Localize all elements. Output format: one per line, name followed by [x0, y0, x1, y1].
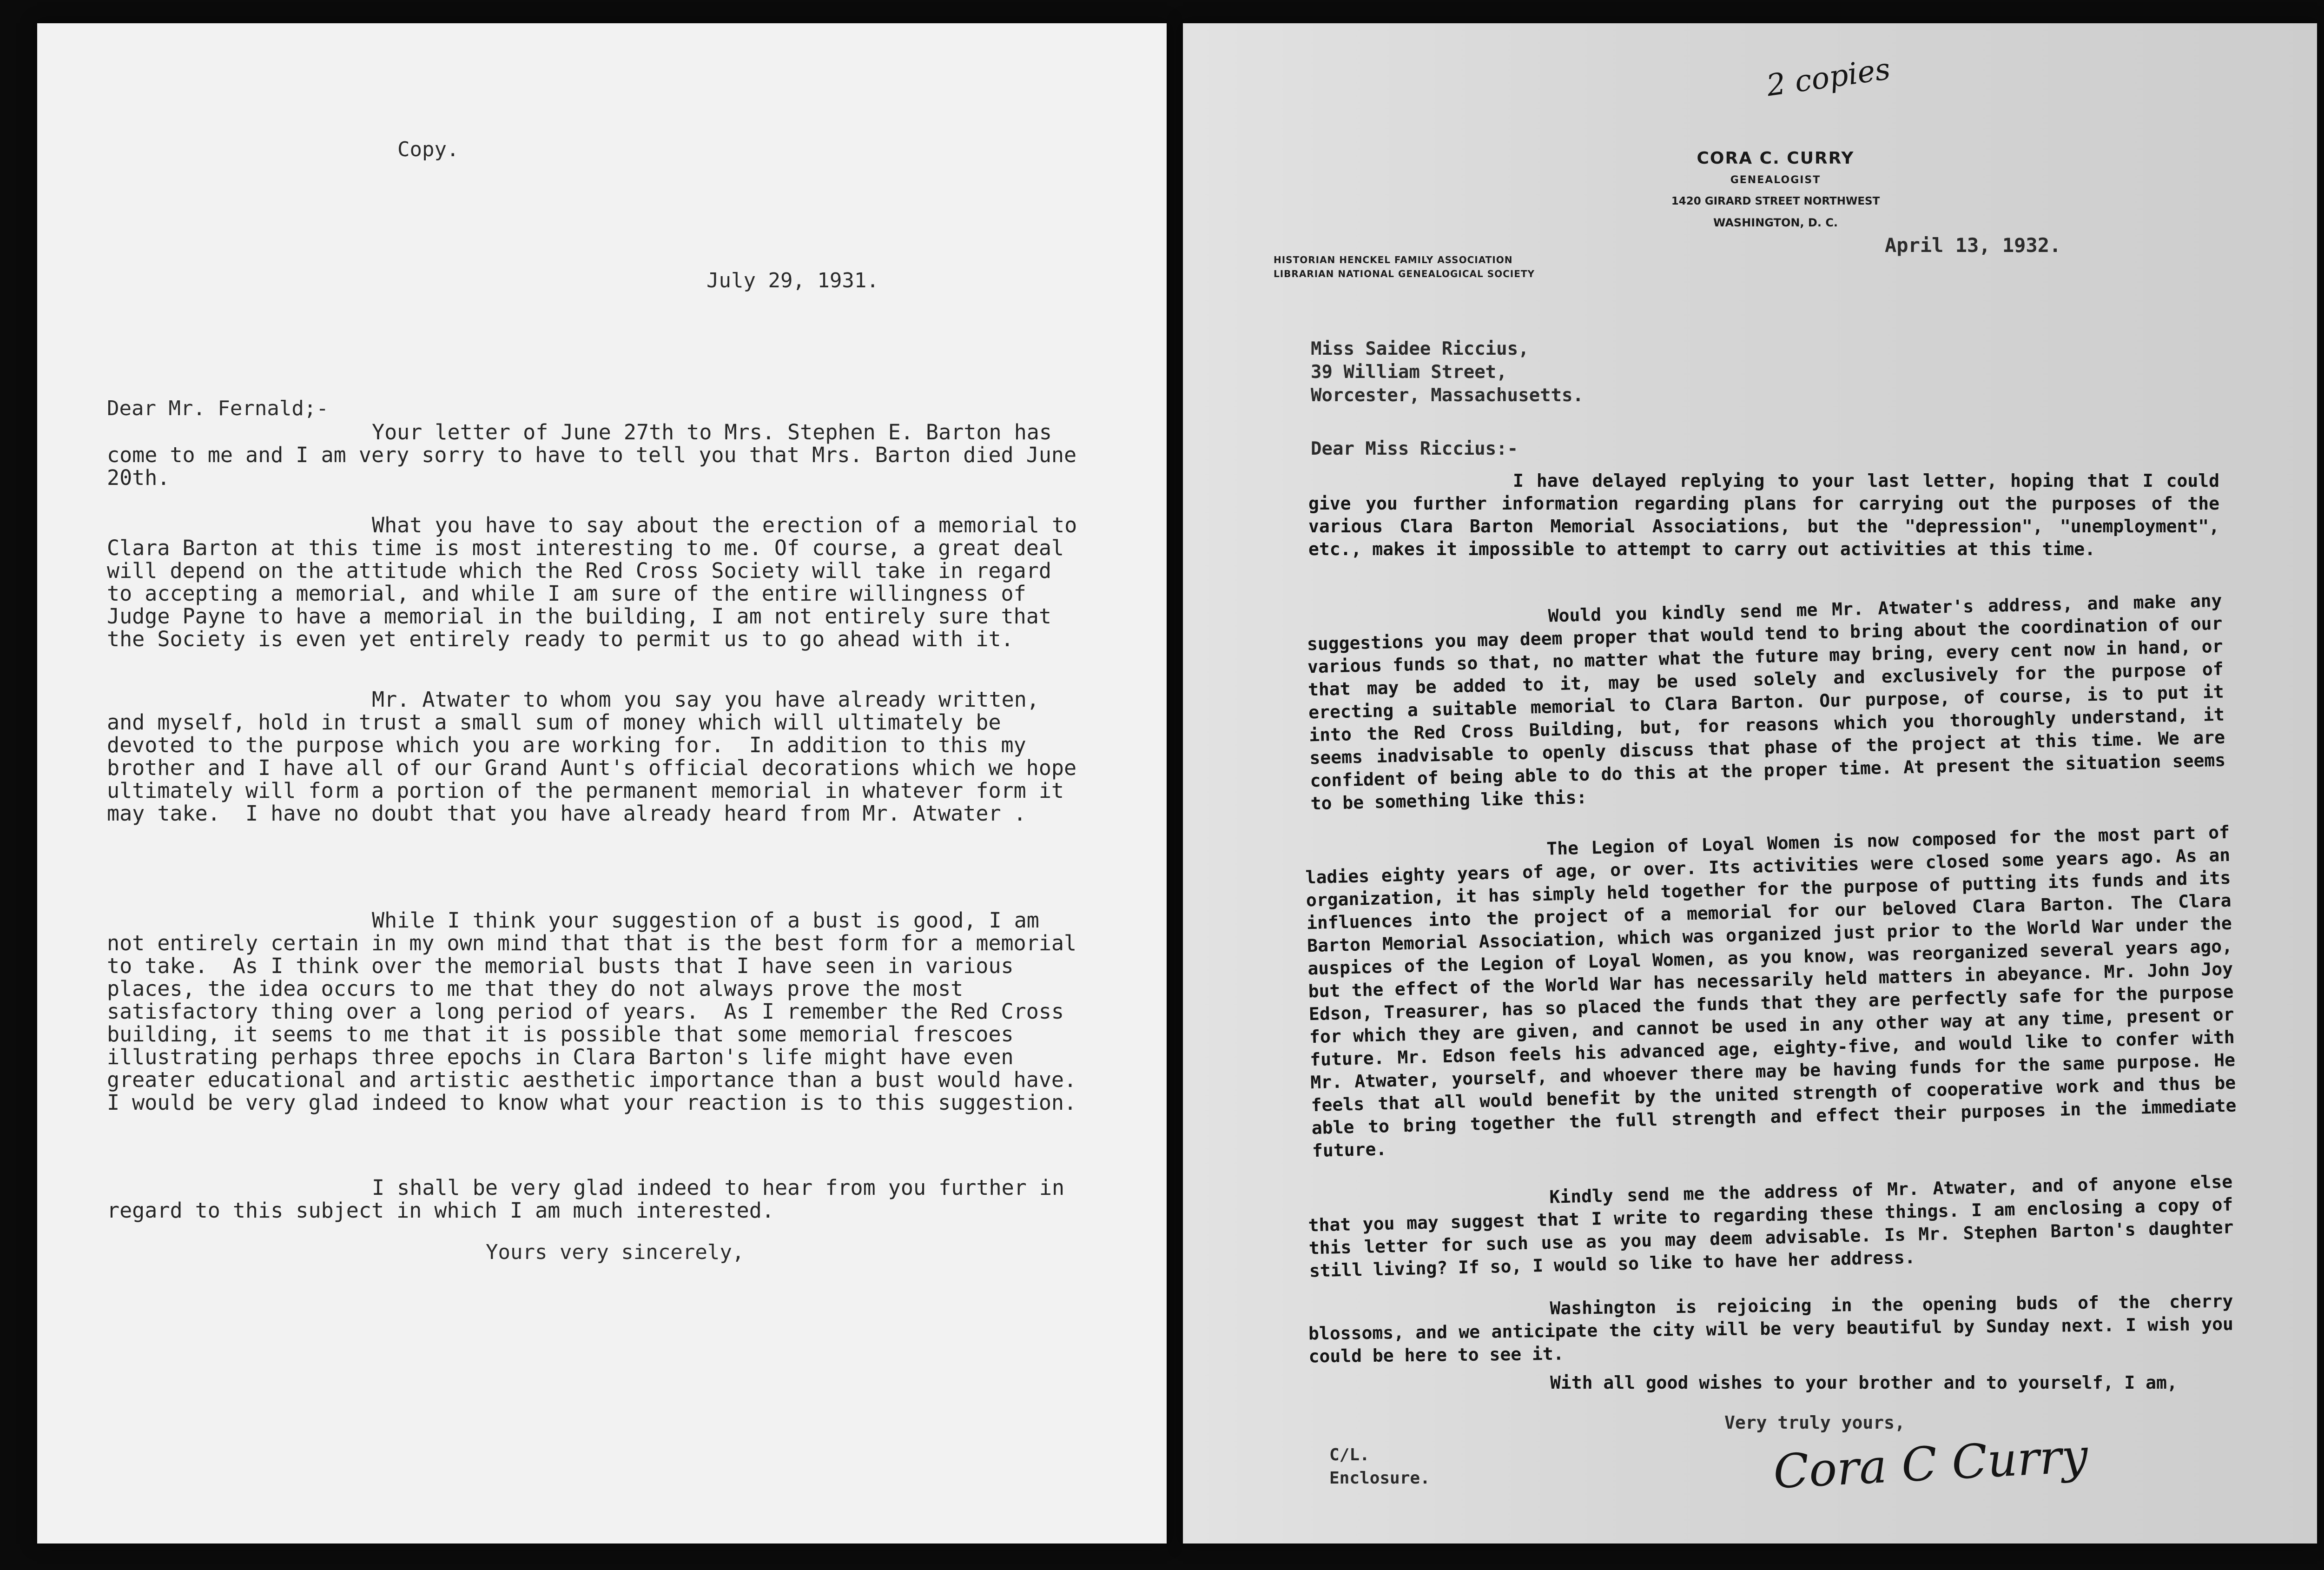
recipient-line-2: 39 William Street, — [1311, 362, 1507, 383]
enclosure-notation: Enclosure. — [1329, 1469, 1430, 1488]
left-letter-closing: Yours very sincerely, — [486, 1240, 745, 1264]
handwritten-signature: Cora C Curry — [1772, 1428, 2089, 1499]
letterhead-affiliation-1: HISTORIAN HENCKEL FAMILY ASSOCIATION — [1274, 254, 1513, 265]
right-paragraph-5: Washington is rejoicing in the opening buds of the cherry blossoms, and we anticipate the city will be very beautiful by Sunday next. I wish you could be here to see it. — [1308, 1291, 2234, 1367]
carbon-copy-notation: C/L. — [1329, 1445, 1370, 1464]
copy-label: Copy. — [397, 138, 459, 161]
letterhead-address: 1420 GIRARD STREET NORTHWEST — [1671, 195, 1880, 207]
right-letter-closing: Very truly yours, — [1724, 1412, 1905, 1433]
letterhead-affiliation-2: LIBRARIAN NATIONAL GENEALOGICAL SOCIETY — [1274, 268, 1535, 279]
left-letter-salutation: Dear Mr. Fernald;- — [107, 397, 329, 420]
left-letter-page — [37, 23, 1167, 1544]
recipient-line-3: Worcester, Massachusetts. — [1311, 385, 1584, 406]
left-paragraph-3: Mr. Atwater to whom you say you have already written, and myself, hold in trust a small sum of money which will ultimately be devoted to the purpose which you are working for. In addition to this my brother and I have all of our Grand Aunt's official decorations which we hope ultimately will form a portion of the permanent memorial in whatever form it may take. I have no doubt that you have already heard from Mr. Atwater . — [107, 687, 1089, 826]
letterhead-city: WASHINGTON, D. C. — [1713, 216, 1838, 229]
right-paragraph-3: The Legion of Loyal Women is now composed for the most part of ladies eighty years of age, or over. Its activities were closed some years ago. As an organization, it has simply held together for the purpose of putting its funds and its influences into the project of a memorial for our beloved Clara Barton. The Clara Barton Memorial Association, which was organized just prior to the World War under the auspices of the Legion of Loyal Women, as you know, was reorganized several years ago, but the effect of the World War has necessarily held matters in abeyance. Mr. John Joy Edson, Treasurer, has so placed the funds that they are perfectly safe for the purpose for which they are given, and cannot be used in any other way at any time, present or future. Mr. Edson feels his advanced age, eighty-five, and would like to confer with Mr. Atwater, yourself, and whoever there may be having funds for the same purpose. He feels that all would benefit by the united strength of cooperative work and thus be able to bring together the full strength and effect their purposes in the immediate future. — [1305, 821, 2237, 1161]
left-paragraph-4: While I think your suggestion of a bust is good, I am not entirely certain in my own mind that that is the best form for a memorial to take. As I think over the memorial busts that I have seen in various places, the idea occurs to me that they do not always prove the most satisfactory thing over a long period of years. As I remember the Red Cross building, it seems to me that it is possible that some memorial frescoes illustrating perhaps three epochs in Clara Barton's life might have even greater educational and artistic aesthetic importance than a bust would have. I would be very glad indeed to know what your reaction is to this suggestion. — [107, 908, 1102, 1115]
left-paragraph-2: What you have to say about the erection of a memorial to Clara Barton at this time is most interesting to me. Of course, a great deal will depend on the attitude which the Red Cross Society will take in regard to accepting a memorial, and while I am sure of the entire willingness of Judge Payne to have a memorial in the building, I am not entirely sure that the Society is even yet entirely ready to permit us to go ahead with it. — [107, 513, 1090, 651]
right-letter-page — [1183, 23, 2317, 1544]
left-paragraph-5: I shall be very glad indeed to hear from you further in regard to this subject in which I am much interested. — [107, 1175, 1077, 1223]
letterhead-name: CORA C. CURRY — [1697, 149, 1855, 168]
right-letter-date: April 13, 1932. — [1885, 234, 2061, 257]
right-paragraph-1: I have delayed replying to your last letter, hoping that I could give you further information regarding plans for carrying out the purposes of the various Clara Barton Memorial Associations, but the "depression", "unemployment", etc., makes it impossible to attempt to carry out activities at this time. — [1308, 470, 2219, 559]
right-paragraph-6: With all good wishes to your brother and to yourself, I am, — [1550, 1372, 2178, 1393]
right-letter-salutation: Dear Miss Riccius:- — [1311, 438, 1519, 459]
recipient-line-1: Miss Saidee Riccius, — [1311, 338, 1529, 359]
left-paragraph-1: Your letter of June 27th to Mrs. Stephen E. Barton has come to me and I am very sorry to have to tell you that Mrs. Barton died June 20th. — [107, 420, 1089, 490]
left-letter-date: July 29, 1931. — [706, 269, 879, 292]
handwritten-annotation: 2 copies — [1764, 52, 1893, 104]
letterhead-title: GENEALOGIST — [1730, 174, 1821, 186]
right-paragraph-2: Would you kindly send me Mr. Atwater's address, and make any suggestions you may deem proper that would tend to bring about the coordination of our various funds so that, no matter what the future may bring, every cent now in hand, or that may be added to it, may be used solely and exclusively for the purpose of erecting a suitable memorial to Clara Barton. Our purpose, of course, is to put it into the Red Cross Building, but, for reasons which you thoroughly understand, it seems inadvisable to openly discuss that phase of the project at this time. We are confident of being able to do this at the proper time. At present the situation seems to be something like this: — [1307, 590, 2226, 814]
right-paragraph-4: Kindly send me the address of Mr. Atwater, and of anyone else that you may suggest that I write to regarding these things. I am enclosing a copy of this letter for such use as you may deem advisable. Is Mr. Stephen Barton's daughter still living? If so, I would so like to have her address. — [1308, 1171, 2234, 1281]
